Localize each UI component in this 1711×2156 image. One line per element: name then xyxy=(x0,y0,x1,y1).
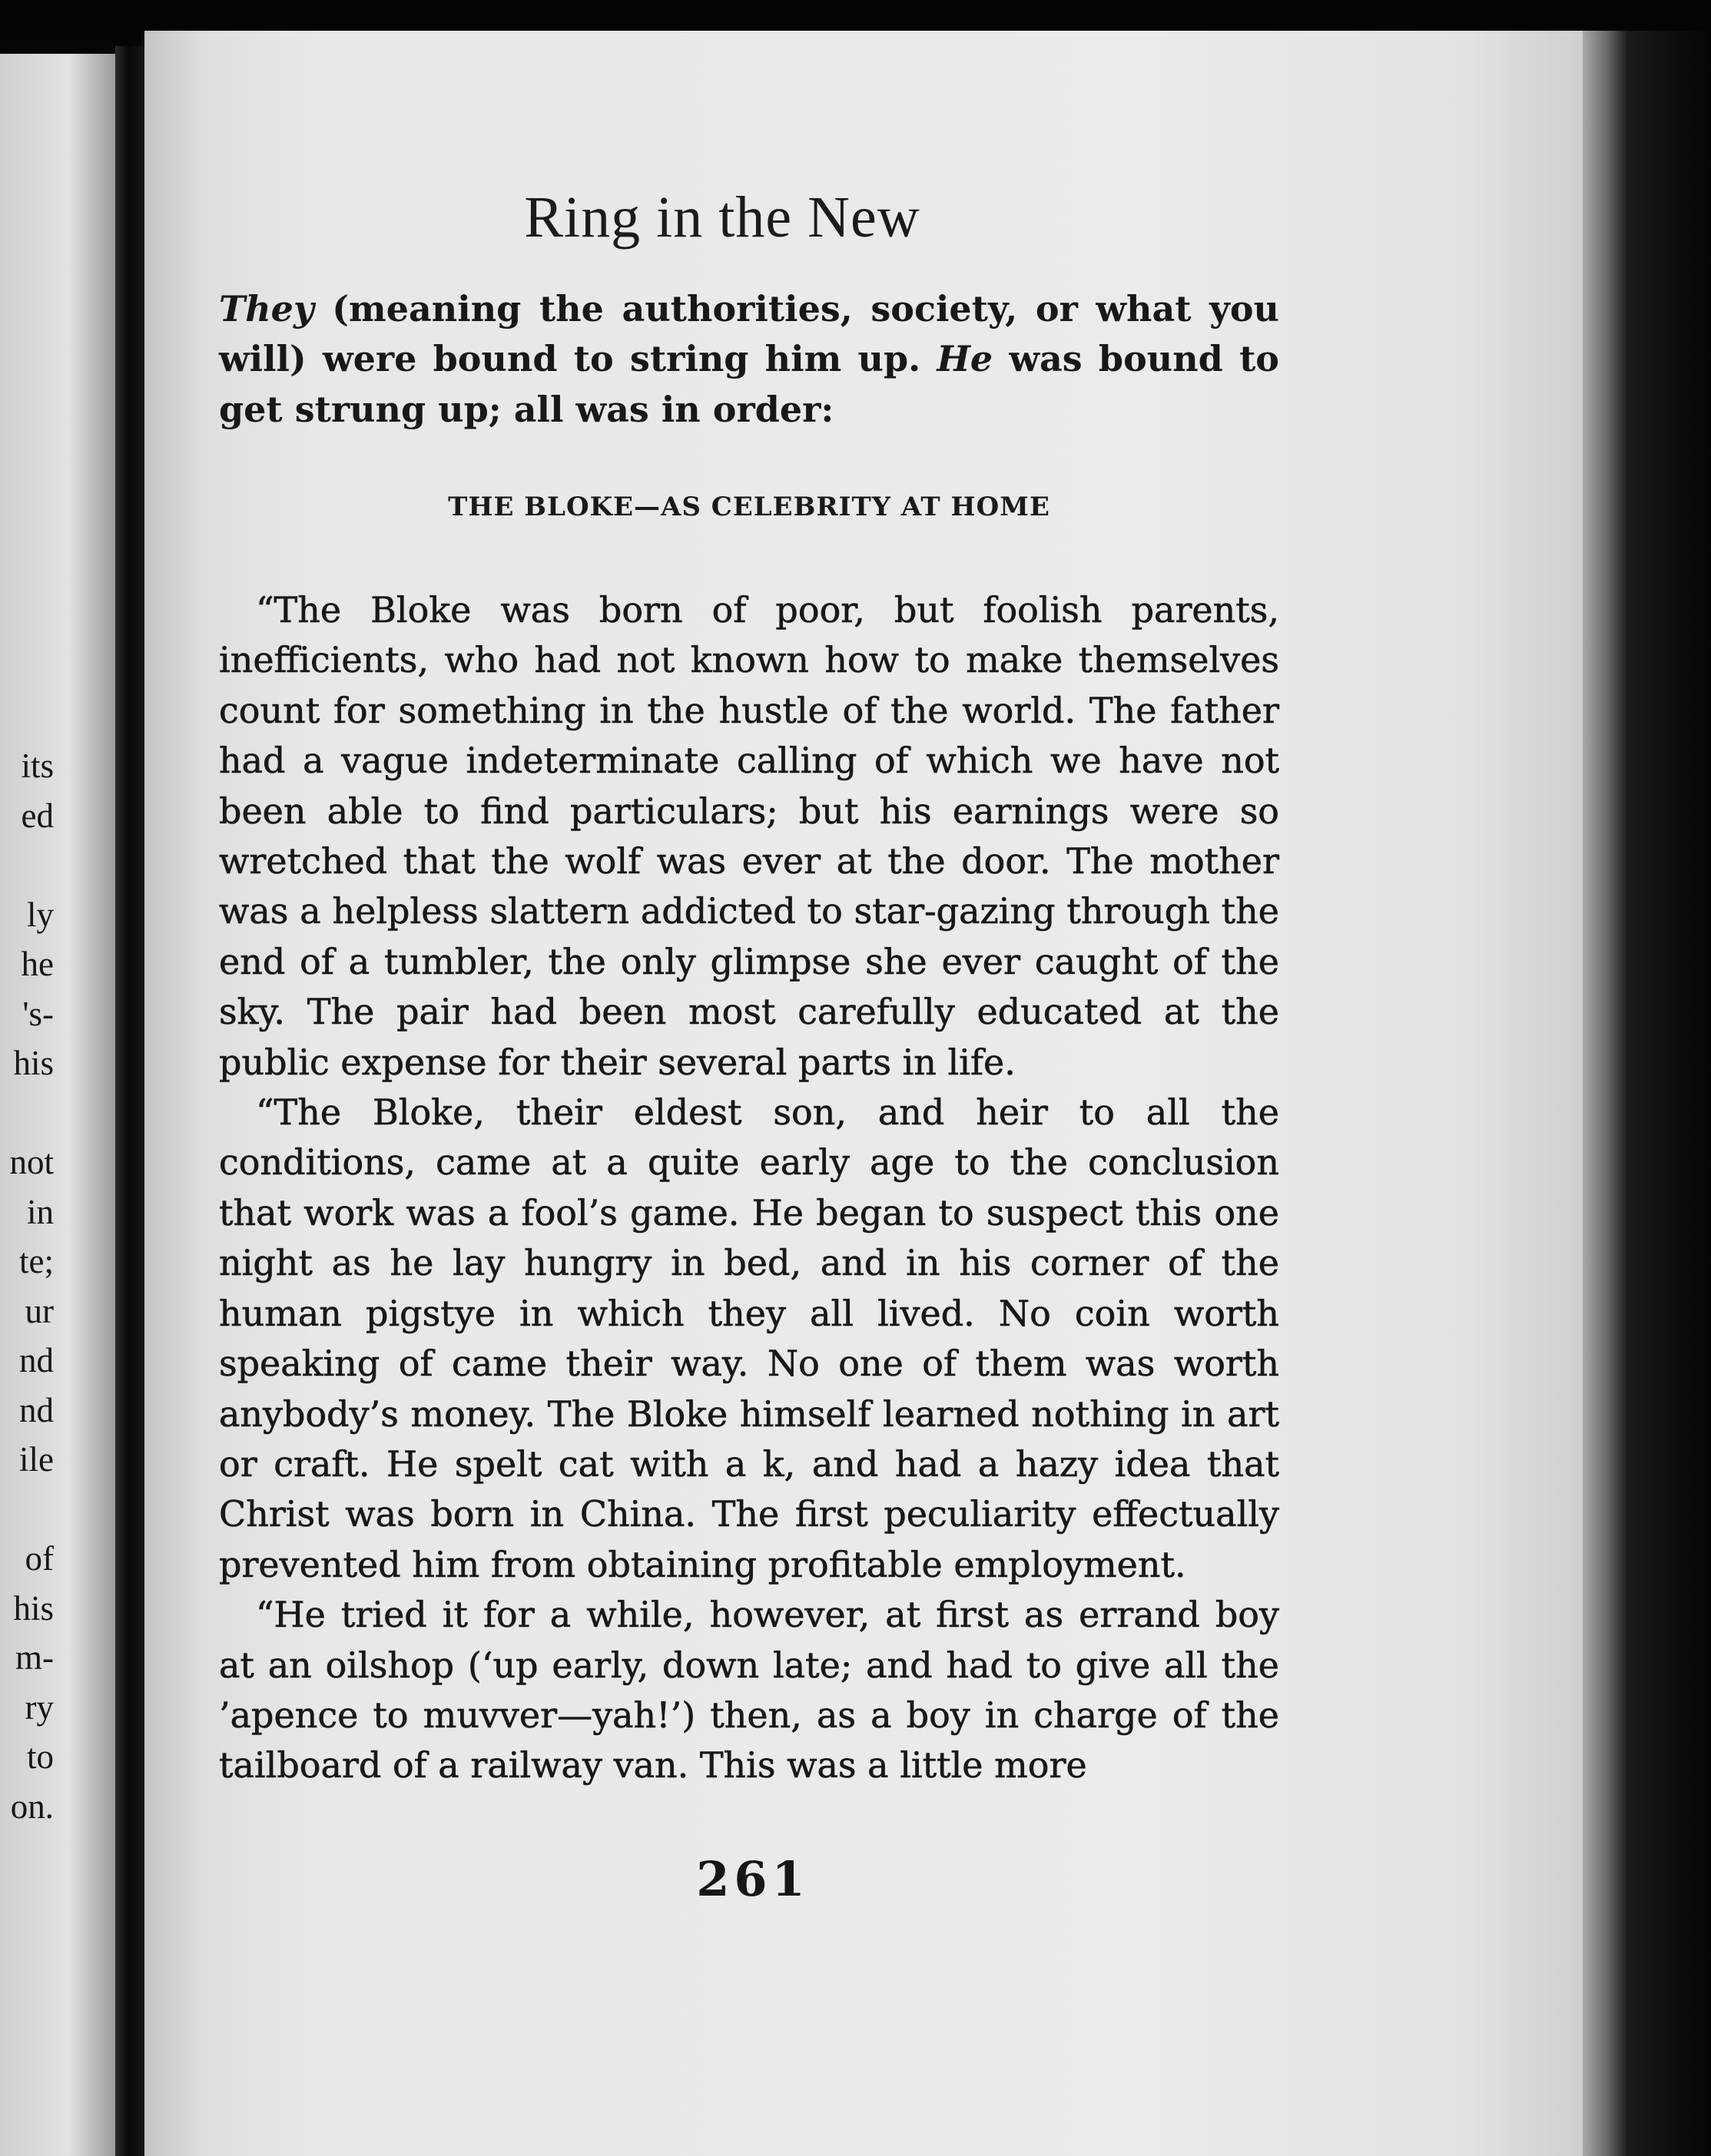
body-text xyxy=(219,585,1279,1791)
left-fragment: not xyxy=(9,1143,54,1181)
left-fragment: ur xyxy=(25,1291,54,1330)
left-fragment: on. xyxy=(10,1787,54,1826)
left-fragment: ile xyxy=(19,1440,54,1479)
left-fragment: his xyxy=(13,1588,54,1628)
running-head: Ring in the New xyxy=(524,185,920,250)
page-number: 261 xyxy=(696,1851,810,1907)
left-page-text-fragments xyxy=(0,741,54,1831)
left-fragment: nd xyxy=(19,1341,54,1379)
body-paragraph: “The Bloke, their eldest son, and heir to all the conditions, came at a quite early age to the conclusion that work was a fool’s game. He began to suspect this one night as he lay hungry in bed, and in his corner of the human pigstye in which they all lived. No coin worth speaking of came their way. No one of them was worth anybody’s money. The Bloke himself learned nothing in art or craft. He spelt cat with a k, and had a hazy idea that Christ was born in China. The first peculiarity effectually prevented him from obtaining profitable employment. xyxy=(219,1091,1279,1585)
left-fragment: te; xyxy=(19,1242,54,1280)
section-subheading: THE BLOKE—AS CELEBRITY AT HOME xyxy=(448,492,1050,522)
intro-they: They xyxy=(219,288,314,330)
intro-part2: was bound to get strung up; all was in order: xyxy=(219,338,1279,430)
intro-paragraph xyxy=(219,284,1279,435)
left-fragment: of xyxy=(25,1539,54,1578)
body-paragraph: “The Bloke was born of poor, but foolish parents, inefficients, who had not known how to make themselves count for something in the hustle of the world. The father had a vague indeterminate calling of which we have not been able to find particulars; but his earnings were so wretched that the wolf was ever at the door. The mother was a helpless slattern addicted to star-gazing through the end of a tumbler, the only glimpse she ever caught of the sky. The pair had been most carefully educated at the public expense for their several parts in life. xyxy=(219,589,1279,1083)
body-paragraph: “He tried it for a while, however, at first as errand boy at an oilshop (‘up early, down late; and had to give all the ’apence to muvver—yah!’) then, as a boy in charge of the tailboard of a railway van. This was a little more xyxy=(219,1594,1279,1787)
intro-he: He xyxy=(937,338,993,380)
left-fragment: m- xyxy=(15,1638,54,1677)
left-fragment: its xyxy=(21,747,54,785)
left-fragment: he xyxy=(21,945,54,983)
left-fragment xyxy=(0,1088,54,1138)
left-fragment: ed xyxy=(21,796,54,835)
left-fragment xyxy=(0,1485,54,1535)
left-fragment: nd xyxy=(19,1390,54,1429)
left-fragment: in xyxy=(26,1192,54,1231)
intro-part1: (meaning the authorities, society, or what you will) were bound to string him up. xyxy=(219,288,1279,380)
left-fragment xyxy=(0,840,54,890)
left-fragment: ry xyxy=(25,1687,54,1727)
left-fragment: to xyxy=(26,1737,54,1776)
left-fragment: his xyxy=(13,1044,54,1082)
right-page-edge xyxy=(1583,31,1711,2156)
left-fragment: ly xyxy=(26,895,54,934)
left-fragment: 's- xyxy=(22,994,54,1033)
